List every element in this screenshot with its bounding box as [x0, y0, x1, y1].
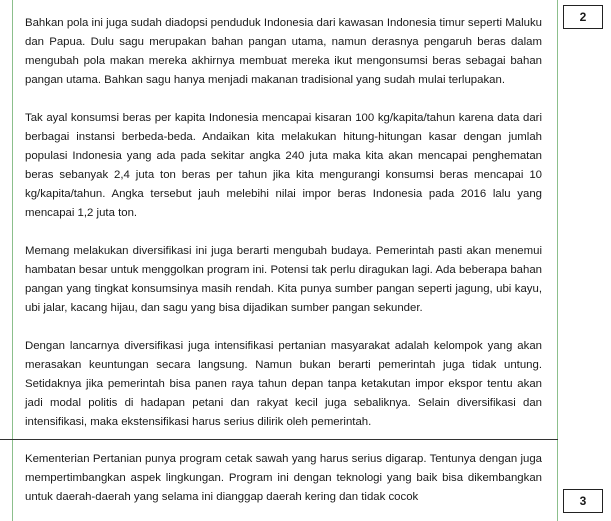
right-margin-line	[557, 0, 558, 521]
page-number-2: 2	[563, 5, 603, 29]
page-number-3: 3	[563, 489, 603, 513]
page-2-body	[25, 14, 542, 451]
paragraph-konsumsi-beras: Tak ayal konsumsi beras per kapita Indonesia mencapai kisaran 100 kg/kapita/tahun karena data dari berbagai instansi berbeda-beda. Andaikan kita melakukan hitung-hitungan kasar dengan jumlah populasi Indonesia yang ada pada sekitar angka 240 juta maka kita akan mencapai penghematan beras sebanyak 2,4 juta ton beras per tahun jika kita mengurangi konsumsi beras mencapai 10 kg/kapita/tahun. Angka tersebut jauh melebihi nilai impor beras Indonesia pada 2016 lalu yang mencapai 1,2 juta ton.	[25, 112, 542, 219]
left-margin-line	[12, 0, 13, 521]
paragraph-cetak-sawah: Kementerian Pertanian punya program cetak sawah yang harus serius digarap. Tentunya dengan juga mempertimbangkan aspek lingkungan. Program ini dengan teknologi yang baik bisa dikembangkan untuk daerah-daerah yang selama ini dianggap daerah kering dan tidak cocok	[25, 453, 542, 503]
page-3-body	[25, 450, 542, 507]
paragraph-sagu: Bahkan pola ini juga sudah diadopsi penduduk Indonesia dari kawasan Indonesia timur seperti Maluku dan Papua. Dulu sagu merupakan bahan pangan utama, namun derasnya pengaruh beras dalam mengubah pola makan mereka akhirnya membuat mereka ikut mengonsumsi beras sebagai bahan pangan utama. Bahkan sagu hanya menjadi makanan tradisional yang sudah mulai terlupakan.	[25, 17, 542, 86]
paragraph-diversifikasi: Memang melakukan diversifikasi ini juga berarti mengubah budaya. Pemerintah pasti akan menemui hambatan besar untuk menggolkan program ini. Potensi tak perlu diragukan lagi. Ada beberapa bahan pangan yang tingkat konsumsinya masih rendah. Kita punya sumber pangan seperti jagung, ubi kayu, ubi jalar, kacang hijau, dan sagu yang bisa dijadikan sumber pangan sekunder.	[25, 245, 542, 314]
paragraph-intensifikasi: Dengan lancarnya diversifikasi juga intensifikasi pertanian masyarakat adalah kelompok yang akan merasakan keuntungan secara langsung. Namun bukan berarti pemerintah juga tidak untung. Setidaknya jika pemerintah bisa panen raya tahun depan tanpa ketakutan impor ekspor tentu akan jadi modal politis di hadapan petani dan rakyat kecil juga sebaliknya. Selain diversifikasi dan intensifikasi, maka ekstensifikasi harus serius dilirik oleh pemerintah.	[25, 340, 542, 428]
